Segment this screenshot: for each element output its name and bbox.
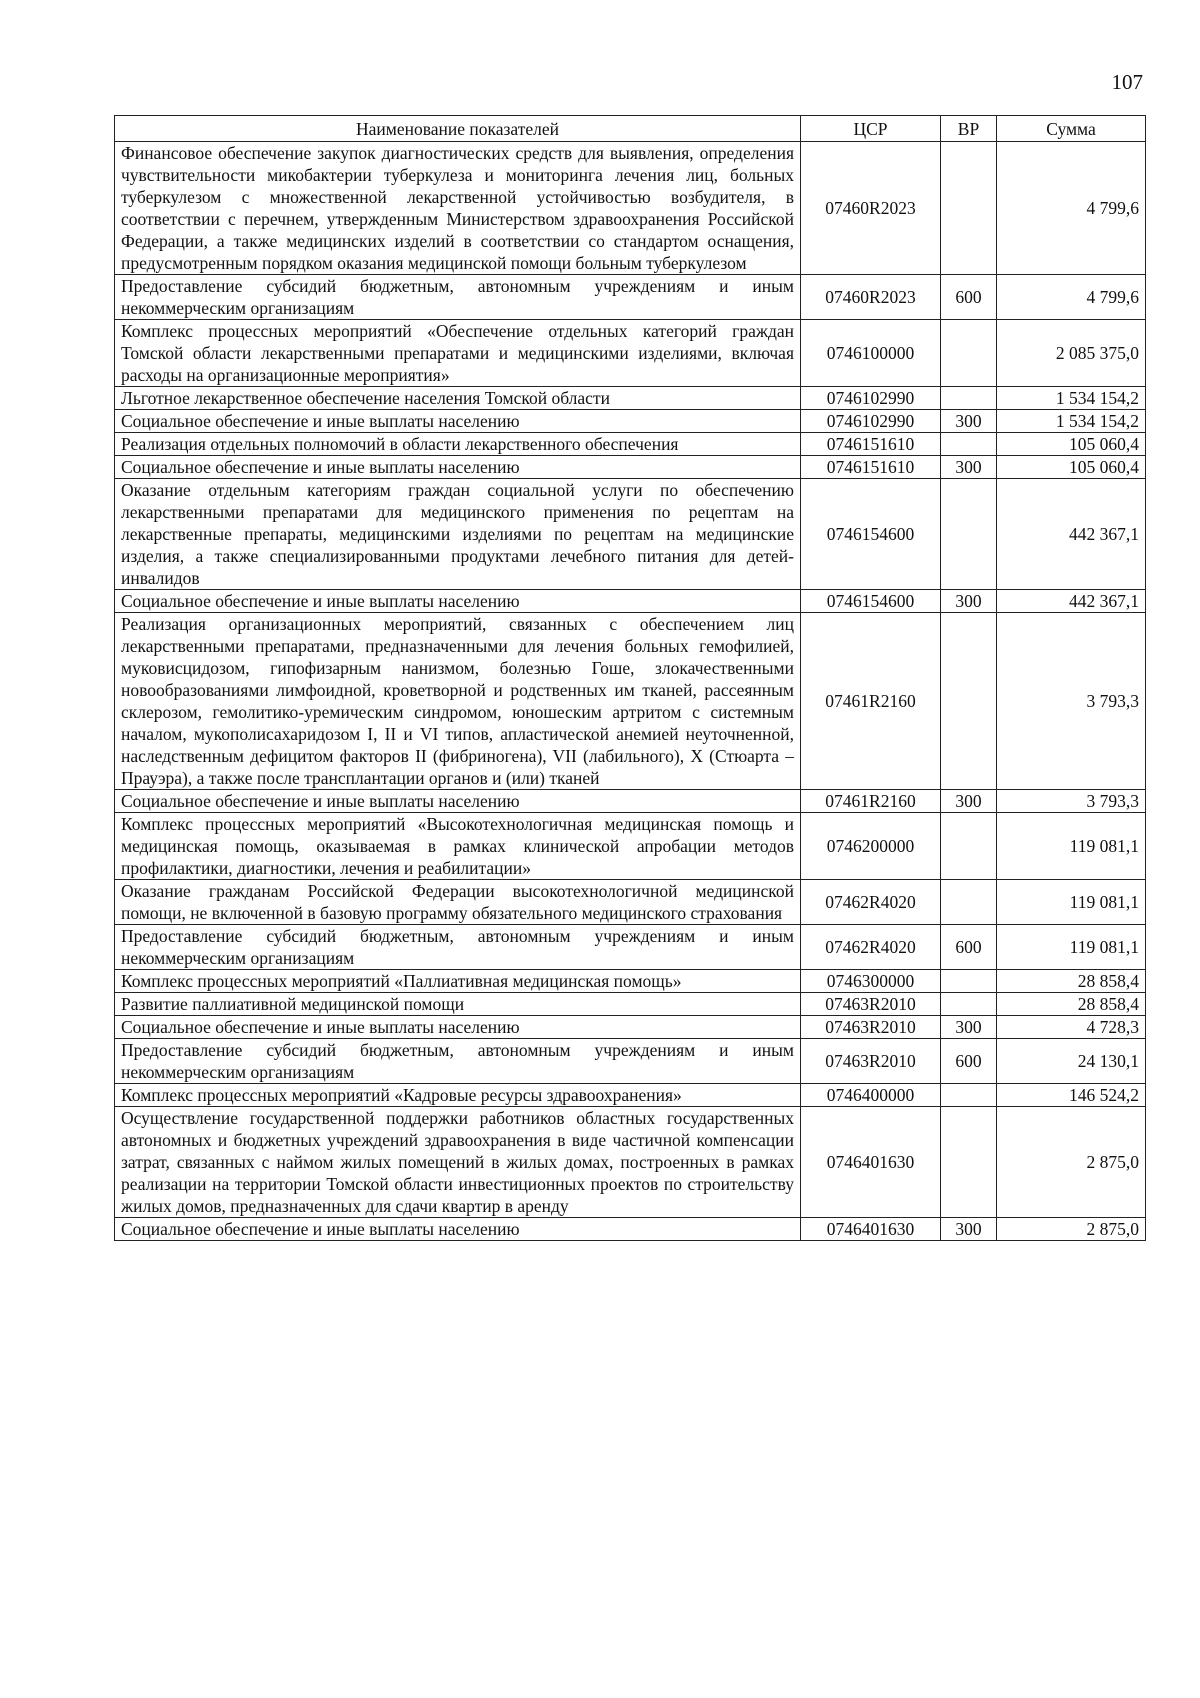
cell-name: Предоставление субсидий бюджетным, автономным учреждениям и иным некоммерческим организациям <box>115 275 801 320</box>
cell-csr: 07463R2010 <box>801 993 941 1016</box>
cell-name: Финансовое обеспечение закупок диагностических средств для выявления, определения чувствительности микобактерии туберкулеза и мониторинга лечения лиц, больных туберкулезом с множественной лекарственной устойчивостью возбудителя, в соответствии с перечнем, утвержденным Министерством здравоохранения Российской Федерации, а также медицинских изделий в соответствии со стандартом оснащения, предусмотренным порядком оказания медицинской помощи больным туберкулезом <box>115 142 801 275</box>
cell-csr: 0746154600 <box>801 590 941 613</box>
cell-vr <box>941 142 997 275</box>
cell-name: Льготное лекарственное обеспечение населения Томской области <box>115 387 801 410</box>
cell-vr <box>941 880 997 925</box>
cell-name: Реализация организационных мероприятий, связанных с обеспечением лиц лекарственными препаратами, предназначенными для лечения больных гемофилией, муковисцидозом, гипофизарным нанизмом, болезнью Гоше, злокачественными новообразованиями лимфоидной, кроветворной и родственных им тканей, рассеянным склерозом, гемолитико-уремическим синдромом, юношеским артритом с системным началом, мукополисахаридозом I, II и VI типов, апластической анемией неуточненной, наследственным дефицитом факторов II (фибриногена), VII (лабильного), X (Стюарта – Прауэра), а также после трансплантации органов и (или) тканей <box>115 613 801 790</box>
cell-vr: 300 <box>941 410 997 433</box>
table-row <box>115 925 1146 970</box>
cell-sum: 119 081,1 <box>997 880 1146 925</box>
cell-vr: 300 <box>941 1016 997 1039</box>
cell-name: Социальное обеспечение и иные выплаты населению <box>115 410 801 433</box>
cell-vr: 300 <box>941 790 997 813</box>
header-name: Наименование показателей <box>115 116 801 142</box>
cell-sum: 2 875,0 <box>997 1218 1146 1241</box>
cell-vr: 300 <box>941 1218 997 1241</box>
table-row <box>115 813 1146 880</box>
table-row <box>115 1218 1146 1241</box>
cell-vr <box>941 479 997 590</box>
cell-csr: 07461R2160 <box>801 790 941 813</box>
cell-csr: 07460R2023 <box>801 275 941 320</box>
table-row <box>115 790 1146 813</box>
cell-name: Предоставление субсидий бюджетным, автономным учреждениям и иным некоммерческим организациям <box>115 925 801 970</box>
cell-sum: 4 799,6 <box>997 275 1146 320</box>
cell-sum: 105 060,4 <box>997 433 1146 456</box>
cell-vr: 600 <box>941 275 997 320</box>
cell-sum: 4 728,3 <box>997 1016 1146 1039</box>
cell-name: Оказание гражданам Российской Федерации высокотехнологичной медицинской помощи, не включенной в базовую программу обязательного медицинского страхования <box>115 880 801 925</box>
cell-name: Комплекс процессных мероприятий «Высокотехнологичная медицинская помощь и медицинская помощь, оказываемая в рамках клинической апробации методов профилактики, диагностики, лечения и реабилитации» <box>115 813 801 880</box>
cell-name: Социальное обеспечение и иные выплаты населению <box>115 790 801 813</box>
table-body <box>115 142 1146 1241</box>
cell-vr <box>941 433 997 456</box>
cell-name: Комплекс процессных мероприятий «Паллиативная медицинская помощь» <box>115 970 801 993</box>
table-row <box>115 880 1146 925</box>
cell-sum: 1 534 154,2 <box>997 387 1146 410</box>
cell-csr: 0746151610 <box>801 433 941 456</box>
cell-csr: 0746400000 <box>801 1084 941 1107</box>
cell-csr: 07462R4020 <box>801 925 941 970</box>
cell-vr <box>941 320 997 387</box>
table-row <box>115 590 1146 613</box>
table-row <box>115 970 1146 993</box>
cell-sum: 442 367,1 <box>997 590 1146 613</box>
table-row <box>115 433 1146 456</box>
header-csr: ЦСР <box>801 116 941 142</box>
cell-name: Оказание отдельным категориям граждан социальной услуги по обеспечению лекарственными препаратами для медицинского применения по рецептам на лекарственные препараты, медицинскими изделиями по рецептам на медицинские изделия, а также специализированными продуктами лечебного питания для детей-инвалидов <box>115 479 801 590</box>
cell-sum: 2 085 375,0 <box>997 320 1146 387</box>
cell-name: Комплекс процессных мероприятий «Кадровые ресурсы здравоохранения» <box>115 1084 801 1107</box>
cell-csr: 07461R2160 <box>801 613 941 790</box>
cell-csr: 07460R2023 <box>801 142 941 275</box>
cell-vr <box>941 1084 997 1107</box>
cell-csr: 07462R4020 <box>801 880 941 925</box>
cell-csr: 0746102990 <box>801 387 941 410</box>
table-row <box>115 275 1146 320</box>
cell-vr: 300 <box>941 590 997 613</box>
cell-sum: 3 793,3 <box>997 790 1146 813</box>
cell-csr: 0746151610 <box>801 456 941 479</box>
cell-sum: 105 060,4 <box>997 456 1146 479</box>
table-row <box>115 1039 1146 1084</box>
cell-name: Предоставление субсидий бюджетным, автономным учреждениям и иным некоммерческим организациям <box>115 1039 801 1084</box>
cell-csr: 0746401630 <box>801 1218 941 1241</box>
cell-sum: 4 799,6 <box>997 142 1146 275</box>
cell-name: Социальное обеспечение и иные выплаты населению <box>115 590 801 613</box>
cell-csr: 0746401630 <box>801 1107 941 1218</box>
budget-table <box>114 115 1146 1241</box>
cell-name: Осуществление государственной поддержки работников областных государственных автономных и бюджетных учреждений здравоохранения в виде частичной компенсации затрат, связанных с наймом жилых помещений в жилых домах, построенных в рамках реализации на территории Томской области инвестиционных проектов по строительству жилых домов, предназначенных для сдачи квартир в аренду <box>115 1107 801 1218</box>
cell-vr <box>941 613 997 790</box>
cell-csr: 0746154600 <box>801 479 941 590</box>
cell-sum: 119 081,1 <box>997 813 1146 880</box>
cell-name: Реализация отдельных полномочий в области лекарственного обеспечения <box>115 433 801 456</box>
table-row <box>115 1016 1146 1039</box>
cell-vr: 600 <box>941 1039 997 1084</box>
table-header-row <box>115 116 1146 142</box>
page-number: 107 <box>1111 70 1143 94</box>
cell-vr <box>941 387 997 410</box>
cell-csr: 0746102990 <box>801 410 941 433</box>
table-row <box>115 1107 1146 1218</box>
cell-csr: 0746100000 <box>801 320 941 387</box>
cell-vr <box>941 813 997 880</box>
cell-vr <box>941 1107 997 1218</box>
cell-sum: 28 858,4 <box>997 993 1146 1016</box>
cell-name: Социальное обеспечение и иные выплаты населению <box>115 1218 801 1241</box>
cell-csr: 0746300000 <box>801 970 941 993</box>
table-row <box>115 613 1146 790</box>
cell-sum: 24 130,1 <box>997 1039 1146 1084</box>
table-row <box>115 456 1146 479</box>
table-row <box>115 320 1146 387</box>
cell-vr <box>941 993 997 1016</box>
cell-sum: 146 524,2 <box>997 1084 1146 1107</box>
table-row <box>115 410 1146 433</box>
cell-name: Социальное обеспечение и иные выплаты населению <box>115 1016 801 1039</box>
cell-sum: 442 367,1 <box>997 479 1146 590</box>
cell-vr: 600 <box>941 925 997 970</box>
cell-sum: 2 875,0 <box>997 1107 1146 1218</box>
cell-csr: 0746200000 <box>801 813 941 880</box>
cell-vr: 300 <box>941 456 997 479</box>
table-row <box>115 142 1146 275</box>
header-vr: ВР <box>941 116 997 142</box>
table-row <box>115 387 1146 410</box>
cell-sum: 3 793,3 <box>997 613 1146 790</box>
cell-vr <box>941 970 997 993</box>
table-row <box>115 993 1146 1016</box>
cell-name: Социальное обеспечение и иные выплаты населению <box>115 456 801 479</box>
cell-sum: 1 534 154,2 <box>997 410 1146 433</box>
cell-csr: 07463R2010 <box>801 1039 941 1084</box>
cell-name: Развитие паллиативной медицинской помощи <box>115 993 801 1016</box>
cell-name: Комплекс процессных мероприятий «Обеспечение отдельных категорий граждан Томской области лекарственными препаратами и медицинскими изделиями, включая расходы на организационные мероприятия» <box>115 320 801 387</box>
header-sum: Сумма <box>997 116 1146 142</box>
table-row <box>115 1084 1146 1107</box>
cell-sum: 28 858,4 <box>997 970 1146 993</box>
table-row <box>115 479 1146 590</box>
cell-csr: 07463R2010 <box>801 1016 941 1039</box>
cell-sum: 119 081,1 <box>997 925 1146 970</box>
